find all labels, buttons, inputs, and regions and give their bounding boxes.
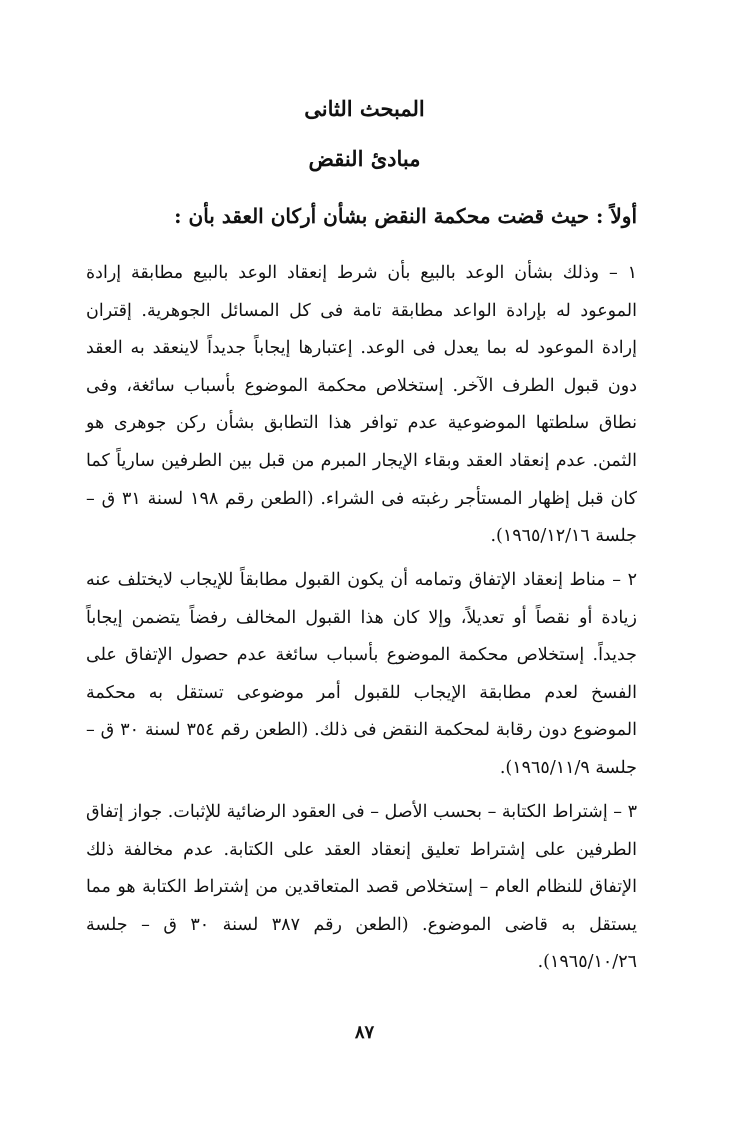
paragraph-2: ٢ – مناط إنعقاد الإتفاق وتمامه أن يكون القبول مطابقاً للإيجاب لايختلف عنه زيادة أو نقصاً أو تعديلاً، وإلا كان هذا القبول المخالف رفضاً يتضمن إيجاباً جديداً. إستخلاص محكمة الموضوع بأسباب سائغة عدم حصول الإتفاق على الفسخ لعدم مطابقة الإيجاب للقبول أمر موضوعى تستقل به محكمة الموضوع دون رقابة لمحكمة النقض فى ذلك. (الطعن رقم ٣٥٤ لسنة ٣٠ ق – جلسة ١٩٦٥/١١/٩). [86,570,637,778]
section-title: المبحث الثانى [304,96,425,121]
page-number: ٨٧ [354,1022,375,1043]
intro-statement: أولاً : حيث قضت محكمة النقض بشأن أركان العقد بأن : [174,204,637,228]
paragraph-3: ٣ – إشتراط الكتابة – بحسب الأصل – فى العقود الرضائية للإثبات. جواز إتفاق الطرفين على إشتراط تعليق إنعقاد العقد على الكتابة. عدم مخالفة ذلك الإتفاق للنظام العام – إستخلاص قصد المتعاقدين من إشتراط الكتابة هو مما يستقل به قاضى الموضوع. (الطعن رقم ٣٨٧ لسنة ٣٠ ق – جلسة ١٩٦٥/١٠/٢٦). [86,802,638,973]
paragraph-1: ١ – وذلك بشأن الوعد بالبيع بأن شرط إنعقاد الوعد بالبيع مطابقة إرادة الموعود له بإرادة الواعد مطابقة تامة فى كل المسائل الجوهرية. إقتران إرادة الموعود له بما يعدل فى الوعد. إعتبارها إيجاباً جديداً لاينعقد به العقد دون قبول الطرف الآخر. إستخلاص محكمة الموضوع بأسباب سائغة، وفى نطاق سلطتها الموضوعية عدم توافر هذا التطابق بشأن ركن جوهرى هو الثمن. عدم إنعقاد العقد وبقاء الإيجار المبرم من قبل بين الطرفين سارياً كما كان قبل إظهار المستأجر رغبته فى الشراء. (الطعن رقم ١٩٨ لسنة ٣١ ق – جلسة ١٩٦٥/١٢/١٦). [86,263,637,547]
section-subtitle: مبادئ النقض [308,146,421,171]
